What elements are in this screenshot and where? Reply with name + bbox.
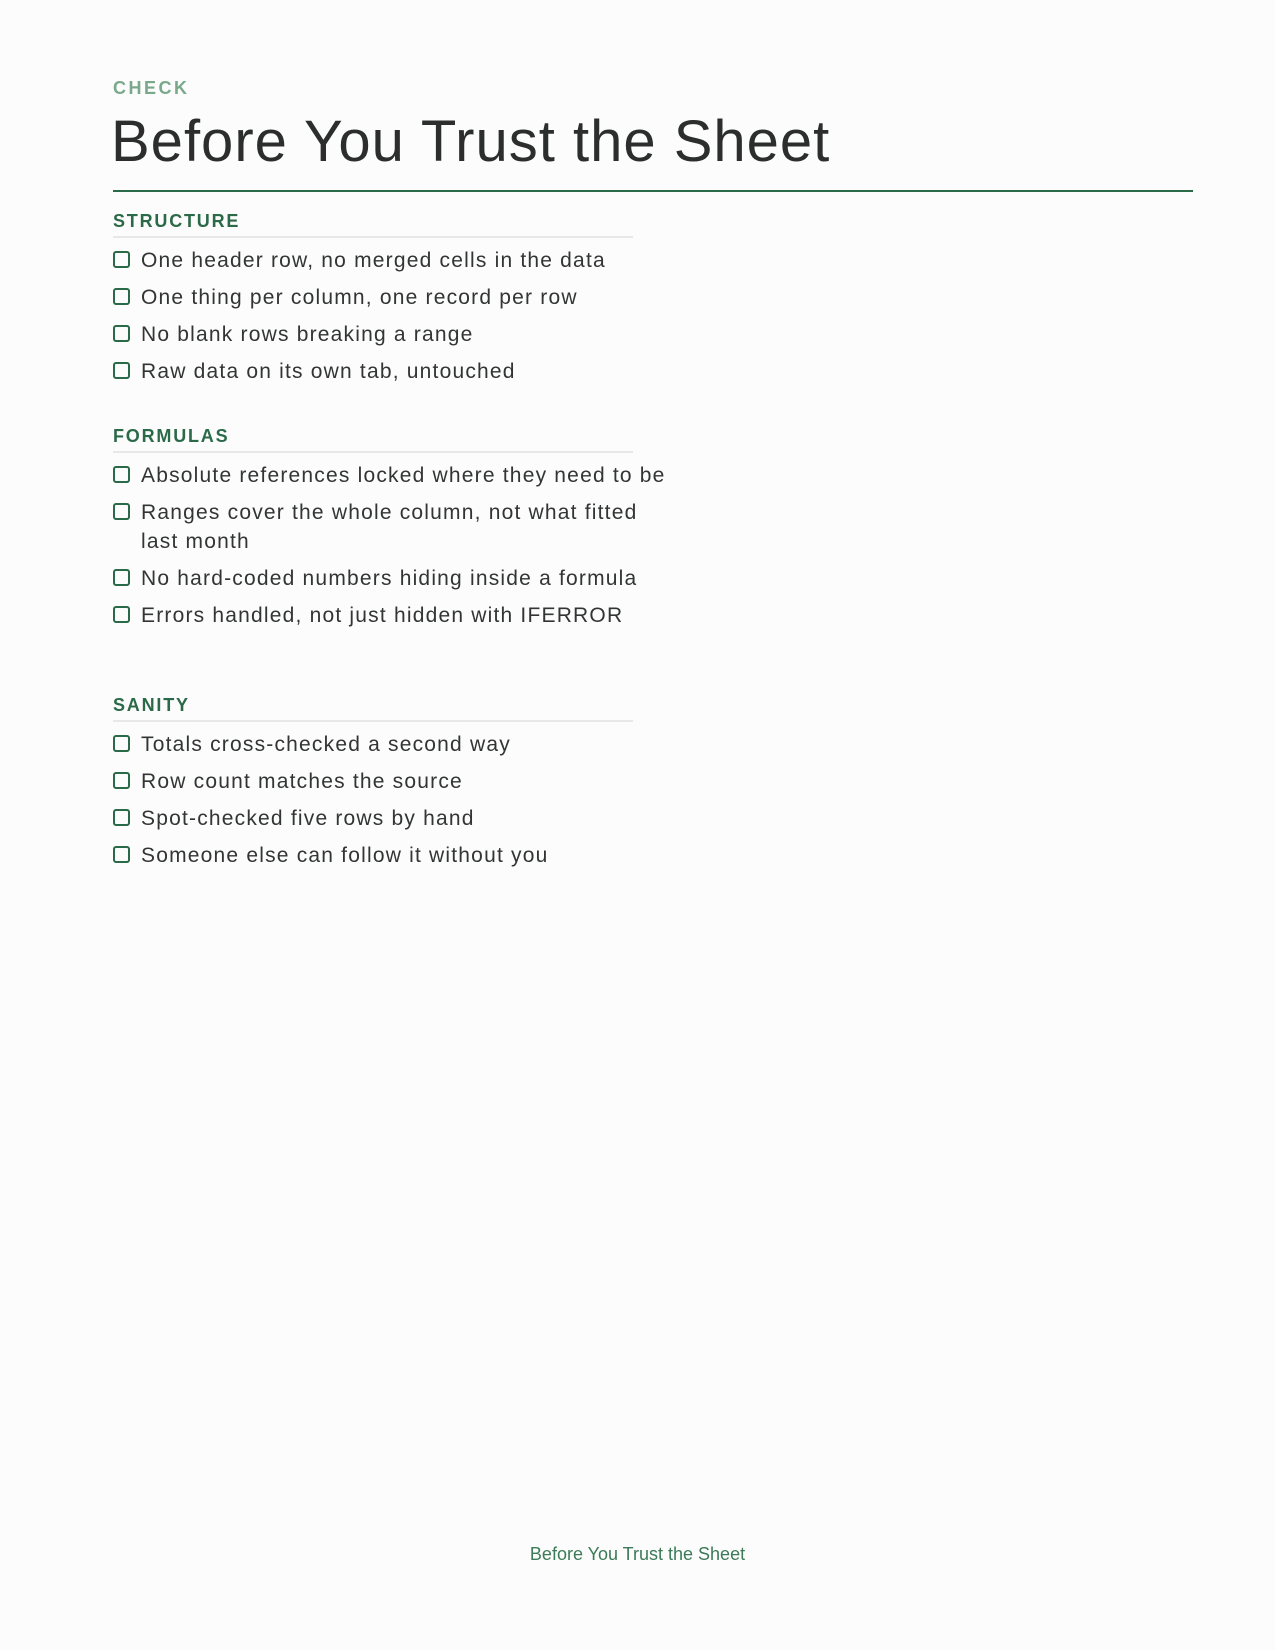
- checklist-item-label: Row count matches the source: [141, 770, 463, 793]
- checklist-item-label: Someone else can follow it without you: [141, 844, 549, 867]
- checkbox[interactable]: [113, 772, 130, 789]
- checklist-item-label: No blank rows breaking a range: [141, 323, 474, 346]
- checklist: [113, 730, 713, 870]
- checklist-item-label: Totals cross-checked a second way: [141, 733, 511, 756]
- checklist-item-label: Raw data on its own tab, untouched: [141, 360, 516, 383]
- checklist-item[interactable]: [113, 283, 713, 312]
- checklist: [113, 461, 713, 630]
- page-title: Before You Trust the Sheet: [111, 109, 831, 174]
- checklist-item-label: One header row, no merged cells in the data: [141, 249, 606, 272]
- checklist-item[interactable]: [113, 461, 713, 490]
- section-formulas: [113, 425, 713, 630]
- checklist-item-label: No hard-coded numbers hiding inside a formula: [141, 567, 638, 590]
- page-footer: Before You Trust the Sheet: [529, 1544, 746, 1564]
- checklist-item[interactable]: [113, 804, 713, 833]
- checkbox[interactable]: [113, 809, 130, 826]
- checklist-item[interactable]: [113, 498, 713, 556]
- checkbox[interactable]: [113, 466, 130, 483]
- checklist-item[interactable]: [113, 841, 713, 870]
- checklist-item-label: Spot-checked five rows by hand: [141, 807, 475, 830]
- eyebrow-label: CHECK: [113, 78, 190, 98]
- section-heading: STRUCTURE: [113, 210, 633, 238]
- checkbox[interactable]: [113, 362, 130, 379]
- checklist-item[interactable]: [113, 601, 713, 630]
- section-heading: FORMULAS: [113, 425, 633, 453]
- checklist-item-label: Ranges cover the whole column, not what fitted last month: [141, 501, 638, 553]
- section-structure: [113, 210, 713, 386]
- checkbox[interactable]: [113, 325, 130, 342]
- checkbox[interactable]: [113, 735, 130, 752]
- checkbox[interactable]: [113, 251, 130, 268]
- checkbox[interactable]: [113, 569, 130, 586]
- checklist: [113, 246, 713, 386]
- section-heading: SANITY: [113, 694, 633, 722]
- checklist-item-label: One thing per column, one record per row: [141, 286, 578, 309]
- checklist-item[interactable]: [113, 730, 713, 759]
- checklist-item-label: Absolute references locked where they need to be: [141, 464, 666, 487]
- checkbox[interactable]: [113, 288, 130, 305]
- title-rule: [113, 190, 1193, 192]
- checkbox[interactable]: [113, 503, 130, 520]
- section-sanity: [113, 694, 713, 870]
- checklist-item[interactable]: [113, 357, 713, 386]
- checklist-item[interactable]: [113, 564, 713, 593]
- checklist-item[interactable]: [113, 320, 713, 349]
- checkbox[interactable]: [113, 606, 130, 623]
- checklist-item[interactable]: [113, 767, 713, 796]
- checkbox[interactable]: [113, 846, 130, 863]
- checklist-item[interactable]: [113, 246, 713, 275]
- checklist-item-label: Errors handled, not just hidden with IFERROR: [141, 604, 624, 627]
